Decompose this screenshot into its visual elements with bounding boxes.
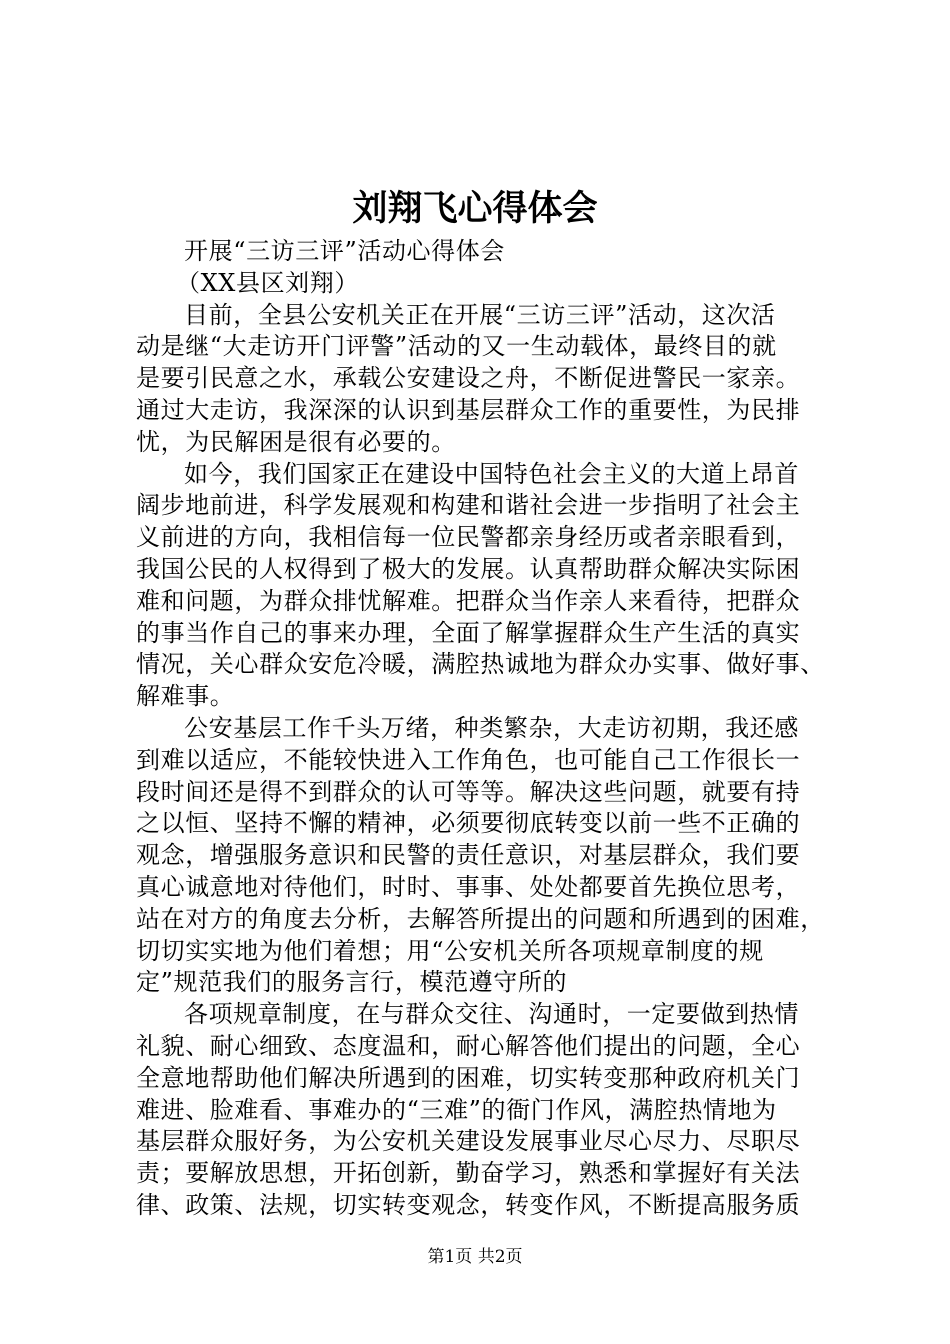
paragraph-line: 如今，我们国家正在建设中国特色社会主义的大道上昂首 bbox=[184, 459, 799, 488]
paragraph-line: 解难事。 bbox=[136, 682, 235, 711]
paragraph-line: 观念，增强服务意识和民警的责任意识，对基层群众，我们要 bbox=[136, 841, 801, 870]
paragraph-line: 之以恒、坚持不懈的精神，必须要彻底转变以前一些不正确的 bbox=[136, 809, 801, 838]
paragraph-line: 难和问题，为群众排忧解难。把群众当作亲人来看待，把群众 bbox=[136, 586, 801, 615]
paragraph-line: 难进、脸难看、事难办的“三难”的衙门作风，满腔热情地为 bbox=[136, 1095, 777, 1124]
paragraph-line: 律、政策、法规，切实转变观念，转变作风，不断提高服务质 bbox=[136, 1190, 801, 1219]
paragraph-line: 公安基层工作千头万绪，种类繁杂，大走访初期，我还感 bbox=[184, 713, 799, 742]
paragraph-line: 义前进的方向，我相信每一位民警都亲身经历或者亲眼看到， bbox=[136, 523, 801, 552]
paragraph-line: 通过大走访，我深深的认识到基层群众工作的重要性，为民排 bbox=[136, 395, 801, 424]
paragraph-line: 站在对方的角度去分析，去解答所提出的问题和所遇到的困难， bbox=[136, 904, 825, 933]
paragraph-line: 责；要解放思想，开拓创新，勤奋学习，熟悉和掌握好有关法 bbox=[136, 1159, 801, 1188]
paragraph-line: 切切实实地为他们着想；用“公安机关所各项规章制度的规 bbox=[136, 936, 764, 965]
paragraph-line: 基层群众服好务，为公安机关建设发展事业尽心尽力、尽职尽 bbox=[136, 1127, 801, 1156]
paragraph-line: 我国公民的人权得到了极大的发展。认真帮助群众解决实际困 bbox=[136, 554, 801, 583]
paragraph-line: 忧，为民解困是很有必要的。 bbox=[136, 427, 456, 456]
paragraph-line: 定”规范我们的服务言行，模范遵守所的 bbox=[136, 968, 568, 997]
paragraph-line: 真心诚意地对待他们，时时、事事、处处都要首先换位思考， bbox=[136, 872, 801, 901]
paragraph-line: 是要引民意之水，承载公安建设之舟，不断促进警民一家亲。 bbox=[136, 364, 801, 393]
paragraph-line: 的事当作自己的事来办理，全面了解掌握群众生产生活的真实 bbox=[136, 618, 801, 647]
paragraph-line: 全意地帮助他们解决所遇到的困难，切实转变那种政府机关门 bbox=[136, 1063, 801, 1092]
paragraph-line: 礼貌、耐心细致、态度温和，耐心解答他们提出的问题，全心 bbox=[136, 1031, 801, 1060]
paragraph-line: 目前，全县公安机关正在开展“三访三评”活动，这次活 bbox=[184, 300, 776, 329]
paragraph-line: 情况，关心群众安危冷暖，满腔热诚地为群众办实事、做好事、 bbox=[136, 650, 825, 679]
document-body bbox=[136, 236, 832, 1222]
page-number: 第1页 共2页 bbox=[427, 1247, 523, 1267]
author-line: （XX县区刘翔） bbox=[176, 268, 359, 297]
subtitle: 开展“三访三评”活动心得体会 bbox=[184, 237, 505, 265]
paragraph-line: 动是继“大走访开门评警”活动的又一生动载体，最终目的就 bbox=[136, 332, 777, 361]
document-title: 刘翔飞心得体会 bbox=[352, 188, 598, 229]
paragraph-line: 段时间还是得不到群众的认可等等。解决这些问题，就要有持 bbox=[136, 777, 801, 806]
paragraph-line: 阔步地前进，科学发展观和构建和谐社会进一步指明了社会主 bbox=[136, 491, 801, 520]
paragraph-line: 各项规章制度，在与群众交往、沟通时，一定要做到热情 bbox=[184, 1000, 799, 1029]
paragraph-line: 到难以适应，不能较快进入工作角色，也可能自己工作很长一 bbox=[136, 745, 801, 774]
